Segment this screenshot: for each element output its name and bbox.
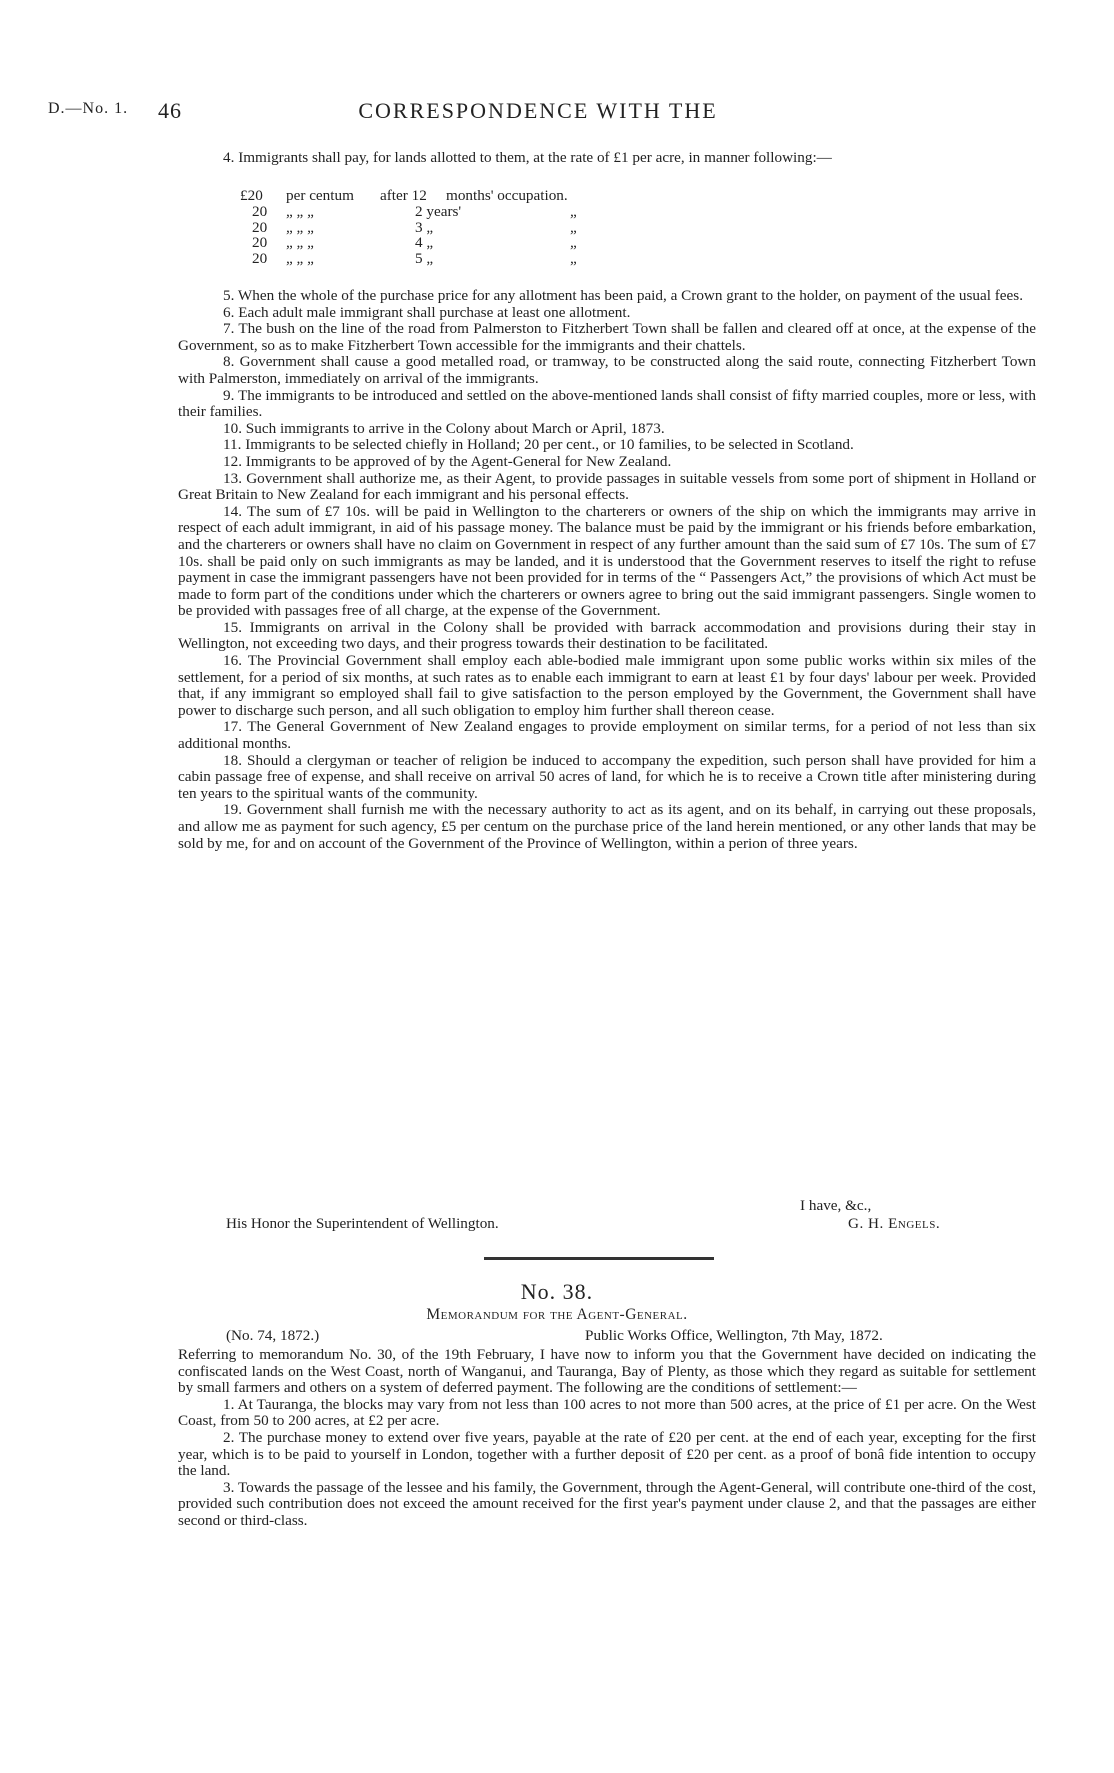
signature: G. H. Engels.: [848, 1215, 941, 1232]
schedule-amount: £20: [240, 187, 263, 204]
condition-9: 9. The immigrants to be introduced and settled on the above-mentioned lands shall consist of fifty married couples, more or less, with their families.: [178, 386, 1036, 421]
condition-12: 12. Immigrants to be approved of by the Agent-General for New Zealand.: [223, 452, 672, 470]
memo-item-2: 2. The purchase money to extend over five years, payable at the rate of £20 per cent. at the end of each year, excepting for the first year, which is to be paid to yourself in London, together with a further deposit of £20 per cent. as a proof of bonâ fide intention to occupy the land.: [178, 1428, 1036, 1480]
schedule-kind: „: [570, 218, 577, 236]
schedule-unit: per centum: [286, 187, 354, 204]
schedule-kind: „: [570, 202, 577, 220]
memo-item-3: 3. Towards the passage of the lessee and his family, the Government, through the Agent-General, will contribute one-third of the cost, provided such contribution does not exceed the amount received for the first year's payment under clause 2, and that the passages are either second or third-class.: [178, 1478, 1036, 1529]
condition-14: 14. The sum of £7 10s. will be paid in Wellington to the charterers or owners of the ship on which the immigrants may arrive in respect of each adult immigrant, in aid of his passage money. The balance must be paid by the immigrant or his friends before embarkation, and the charterers or owners shall have no claim on Government in respect of any further amount than the said sum of £7 10s. The sum of £7 10s. shall be paid only on such immigrants as may be landed, and it is understood that the Government reserves to itself the right to refuse payment in case the immigrant passengers have not been provided for in terms of the “ Passengers Act,” the provisions of which Act must be made to form part of the conditions under which the charterers or owners agree to bring out the said immigrant passengers. Single women to be provided with passages free of all charge, at the expense of the Government.: [178, 502, 1036, 620]
condition-15: 15. Immigrants on arrival in the Colony shall be provided with barrack accommodation and provisions during their stay in Wellington, not exceeding two days, and their progress towards their destination to be facilitated.: [178, 618, 1036, 653]
memo-place-date: Public Works Office, Wellington, 7th May, 1872.: [585, 1327, 883, 1344]
page-number: 46: [158, 98, 182, 123]
schedule-amount: 20: [252, 218, 268, 236]
condition-10: 10. Such immigrants to arrive in the Colony about March or April, 1873.: [223, 419, 665, 437]
schedule-period: 2 years': [415, 202, 462, 220]
condition-13: 13. Government shall authorize me, as their Agent, to provide passages in suitable vessels from some port of shipment in Holland or Great Britain to New Zealand for each immigrant and his personal effects.: [178, 469, 1036, 504]
schedule-amount: 20: [252, 234, 268, 252]
closing-salutation: I have, &c.,: [800, 1197, 872, 1214]
schedule-unit: „ „ „: [286, 234, 314, 252]
schedule-amount: 20: [252, 250, 268, 268]
condition-16: 16. The Provincial Government shall employ each able-bodied male immigrant upon some public works within six miles of the settlement, for a period of six months, at such rates as to enable each immigrant to earn at least £1 by four days' labour per week. Provided that, if any immigrant so employed shall fail to give satisfaction to the person employed by the Government, the Government shall have power to discharge such person, and all such obligation to employ him further shall thereon cease.: [178, 652, 1036, 719]
schedule-row: [240, 220, 620, 236]
memo-reference: (No. 74, 1872.): [226, 1327, 320, 1344]
schedule-unit: „ „ „: [286, 218, 314, 236]
running-title: CORRESPONDENCE WITH THE: [358, 98, 718, 123]
schedule-kind: „: [570, 250, 577, 268]
paragraph-4-text: 4. Immigrants shall pay, for lands allotted to them, at the rate of £1 per acre, in manner following:—: [223, 149, 832, 166]
schedule-row: [240, 188, 620, 204]
schedule-period: 3 „: [415, 218, 434, 236]
schedule-kind: „: [570, 234, 577, 252]
schedule-unit: „ „ „: [286, 202, 314, 220]
memo-title: Memorandum for the Agent-General.: [426, 1306, 688, 1323]
addressee: His Honor the Superintendent of Wellington.: [226, 1215, 499, 1232]
schedule-amount: 20: [252, 202, 268, 220]
schedule-row: [240, 235, 620, 251]
document-reference: D.—No. 1.: [48, 100, 129, 117]
condition-18: 18. Should a clergyman or teacher of religion be induced to accompany the expedition, such person shall have provided for him a cabin passage free of expense, and shall receive on arrival 50 acres of land, for which he is to receive a Crown title after ministering during ten years to the spiritual wants of the community.: [178, 751, 1036, 802]
schedule-period: 5 „: [415, 250, 434, 268]
numbered-conditions: [178, 288, 1036, 852]
memo-item-1: 1. At Tauranga, the blocks may vary from not less than 100 acres to not more than 500 acres, at the price of £1 per acre. On the West Coast, from 50 to 200 acres, at £2 per acre.: [178, 1395, 1036, 1430]
schedule-unit: „ „ „: [286, 250, 314, 268]
schedule-kind: months' occupation.: [446, 187, 568, 204]
condition-11: 11. Immigrants to be selected chiefly in Holland; 20 per cent., or 10 families, to be selected in Scotland.: [223, 436, 854, 454]
schedule-row: [240, 251, 620, 267]
condition-6: 6. Each adult male immigrant shall purchase at least one allotment.: [223, 303, 631, 321]
section-divider: [484, 1257, 714, 1260]
document-number: No. 38.: [520, 1279, 594, 1304]
memo-intro: Referring to memorandum No. 30, of the 19th February, I have now to inform you that the Government have decided on indicating the confiscated lands on the West Coast, north of Wanganui, and Tauranga, Bay of Plenty, as those which they regard as suitable for settlement by small farmers and others on a system of deferred payment. The following are the conditions of settlement:—: [178, 1346, 1036, 1397]
schedule-period: after 12: [380, 187, 427, 204]
condition-8: 8. Government shall cause a good metalled road, or tramway, to be constructed along the said route, connecting Fitzherbert Town with Palmerston, immediately on arrival of the immigrants.: [178, 353, 1036, 387]
paragraph-4: [178, 150, 1036, 167]
payment-schedule: [240, 188, 620, 267]
condition-7: 7. The bush on the line of the road from Palmerston to Fitzherbert Town shall be fallen and cleared off at once, at the expense of the Government, so as to make Fitzherbert Town accessible for the immigrants and their chattels.: [178, 320, 1036, 354]
schedule-period: 4 „: [415, 234, 434, 252]
schedule-row: [240, 204, 620, 220]
condition-19: 19. Government shall furnish me with the necessary authority to act as its agent, and on its behalf, in carrying out these proposals, and allow me as payment for such agency, £5 per centum on the purchase price of the land herein mentioned, or any other lands that may be sold by me, for and on account of the Government of the Province of Wellington, within a perion of three years.: [178, 801, 1036, 852]
memo-body: [178, 1347, 1036, 1530]
page-header: [48, 98, 1028, 126]
condition-17: 17. The General Government of New Zealand engages to provide employment on similar terms, for a period of not less than six additional months.: [178, 718, 1036, 753]
condition-5: 5. When the whole of the purchase price for any allotment has been paid, a Crown grant to the holder, on payment of the usual fees.: [223, 287, 1023, 304]
